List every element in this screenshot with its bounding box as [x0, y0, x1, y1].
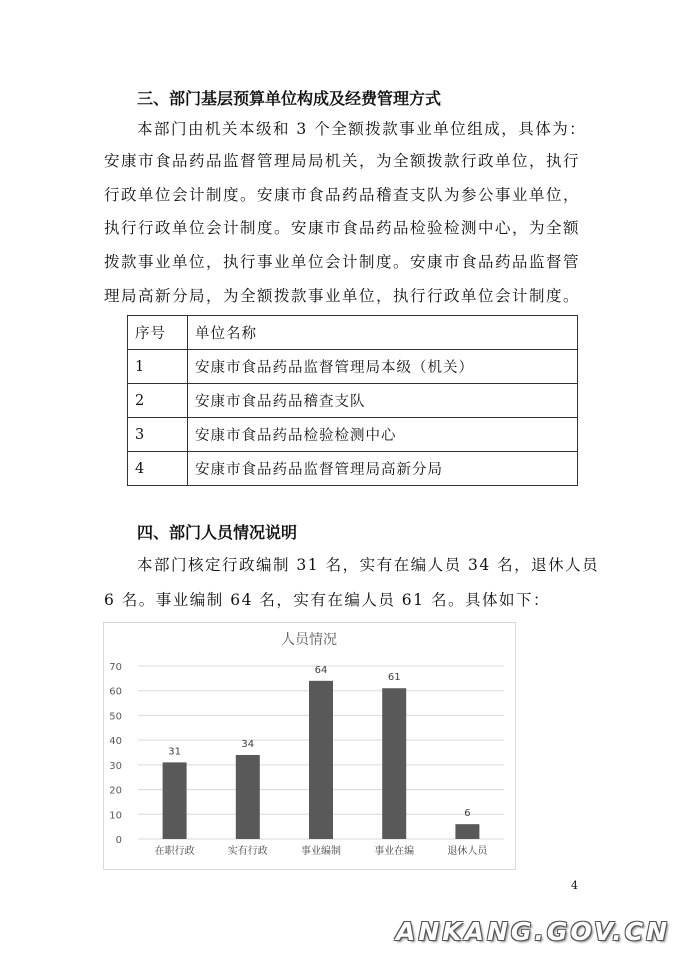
paragraph-line: 安康市食品药品监督管理局局机关，为全额拨款行政单位，执行 — [104, 152, 581, 170]
table-cell: 2 — [128, 384, 188, 418]
table-row — [128, 350, 578, 384]
data-label: 64 — [314, 664, 328, 676]
bar — [163, 762, 187, 839]
table-row — [128, 452, 578, 486]
bar — [309, 681, 333, 839]
x-tick-label: 在职行政 — [154, 846, 195, 857]
data-label: 34 — [241, 738, 255, 750]
section-3-heading: 三、部门基层预算单位构成及经费管理方式 — [137, 89, 442, 108]
chart-canvas — [104, 623, 515, 869]
bar — [455, 824, 479, 839]
table-cell: 安康市食品药品检验检测中心 — [188, 418, 578, 452]
data-label: 31 — [168, 746, 181, 758]
bar — [236, 755, 260, 839]
paragraph-line: 行政单位会计制度。安康市食品药品稽查支队为参公事业单位， — [104, 186, 581, 204]
y-tick-label: 70 — [109, 662, 122, 673]
x-tick-label: 事业编制 — [301, 846, 341, 857]
table-cell: 安康市食品药品监督管理局本级（机关） — [188, 350, 578, 384]
data-label: 6 — [464, 808, 471, 820]
table-cell: 4 — [128, 452, 188, 486]
paragraph-line: 本部门由机关本级和 3 个全额拨款事业单位组成，具体为： — [137, 120, 587, 138]
y-tick-label: 10 — [109, 810, 122, 822]
table-cell: 安康市食品药品监督管理局高新分局 — [188, 452, 578, 486]
table-header-row — [128, 316, 578, 350]
y-tick-label: 60 — [109, 686, 122, 698]
table-cell: 1 — [128, 350, 188, 384]
table-cell: 3 — [128, 418, 188, 452]
table-row — [128, 418, 578, 452]
unit-table — [127, 315, 578, 486]
paragraph-line: 本部门核定行政编制 31 名，实有在编人员 34 名，退休人员 — [137, 556, 600, 574]
bar — [382, 688, 406, 839]
staff-chart — [103, 622, 516, 870]
y-tick-label: 30 — [109, 760, 122, 772]
y-tick-label: 50 — [109, 711, 122, 723]
data-label: 61 — [387, 672, 401, 684]
section-4-heading: 四、部门人员情况说明 — [137, 523, 298, 542]
y-tick-label: 0 — [115, 835, 122, 846]
y-tick-label: 20 — [109, 785, 122, 797]
paragraph-line: 6 名。事业编制 64 名，实有在编人员 61 名。具体如下： — [104, 591, 550, 609]
x-tick-label: 退休人员 — [447, 846, 488, 857]
y-tick-label: 40 — [109, 736, 122, 748]
paragraph-line: 理局高新分局，为全额拨款事业单位，执行行政单位会计制度。 — [104, 287, 581, 305]
table-cell: 安康市食品药品稽查支队 — [188, 384, 578, 418]
table-header-cell: 序号 — [128, 316, 188, 350]
x-tick-label: 事业在编 — [374, 846, 415, 857]
paragraph-line: 执行行政单位会计制度。安康市食品药品检验检测中心，为全额 — [104, 219, 581, 237]
table-row — [128, 384, 578, 418]
page-number: 4 — [571, 879, 578, 892]
paragraph-line: 拨款事业单位，执行事业单位会计制度。安康市食品药品监督管 — [104, 253, 581, 271]
table-header-cell: 单位名称 — [188, 316, 578, 350]
x-tick-label: 实有行政 — [227, 846, 268, 857]
site-watermark: ANKANG.GOV.CN — [396, 917, 671, 946]
chart-title: 人员情况 — [281, 632, 337, 648]
